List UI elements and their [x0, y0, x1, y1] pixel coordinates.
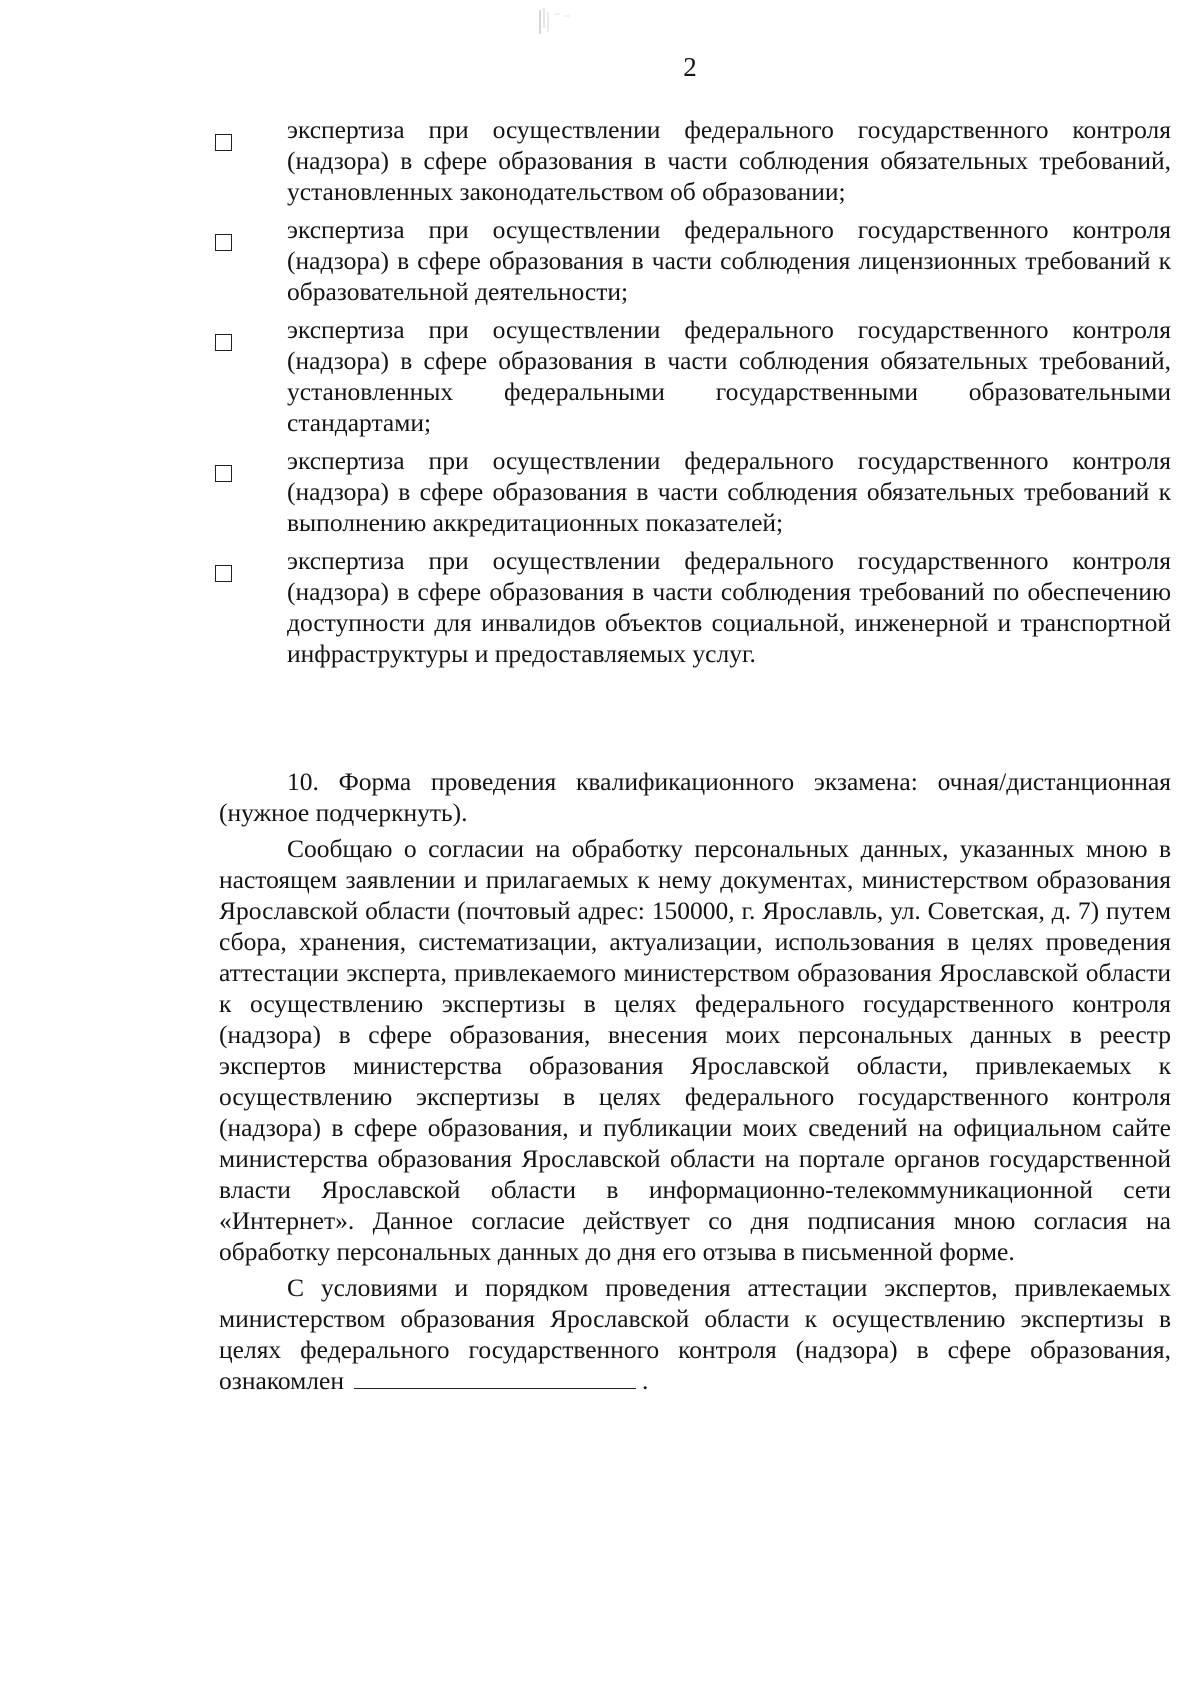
document-body	[219, 766, 1171, 1401]
acknowledgement-period: .	[641, 1366, 649, 1395]
checklist-item-text: экспертиза при осуществлении федерального государственного контроля (надзора) в сфере образования в части соблюдения лицензионных требований к образовательной деятельности;	[287, 215, 1171, 306]
acknowledgement-text: С условиями и порядком проведения аттестации экспертов, привлекаемых министерством образования Ярославской области к осуществлению экспертизы в целях федерального государственного контроля (надзора) в сфере образования, ознакомлен	[219, 1273, 1171, 1395]
scan-artifact-mark	[536, 6, 578, 36]
checkbox[interactable]	[215, 565, 232, 582]
signature-line[interactable]	[354, 1366, 636, 1389]
checklist-item-text: экспертиза при осуществлении федерального государственного контроля (надзора) в сфере образования в части соблюдения обязательных требований, установленных федеральными государственными образовательными стандартами;	[287, 315, 1171, 437]
checklist-item	[215, 545, 1171, 669]
checkbox[interactable]	[215, 234, 232, 251]
checklist-item	[215, 445, 1171, 538]
checklist-item	[215, 314, 1171, 438]
checklist-item	[215, 214, 1171, 307]
checkbox[interactable]	[215, 134, 232, 151]
acknowledgement-paragraph	[219, 1272, 1171, 1396]
checklist-item-text: экспертиза при осуществлении федерального государственного контроля (надзора) в сфере образования в части соблюдения обязательных требований к выполнению аккредитационных показателей;	[287, 446, 1171, 537]
exam-form-paragraph: 10. Форма проведения квалификационного экзамена: очная/дистанционная (нужное подчеркнуть).	[219, 767, 1171, 827]
checklist-item	[215, 114, 1171, 207]
checkbox[interactable]	[215, 334, 232, 351]
expertise-checklist	[215, 114, 1171, 676]
page-number: 2	[683, 52, 697, 82]
checklist-item-text: экспертиза при осуществлении федерального государственного контроля (надзора) в сфере образования в части соблюдения обязательных требований, установленных законодательством об образовании;	[287, 115, 1171, 206]
consent-paragraph: Сообщаю о согласии на обработку персональных данных, указанных мною в настоящем заявлении и прилагаемых к нему документах, министерством образования Ярославской области (почтовый адрес: 150000, г. Ярославль, ул. Советская, д. 7) путем сбора, хранения, систематизации, актуализации, использования в целях проведения аттестации эксперта, привлекаемого министерством образования Ярославской области к осуществлению экспертизы в целях федерального государственного контроля (надзора) в сфере образования, внесения моих персональных данных в реестр экспертов министерства образования Ярославской области, привлекаемых к осуществлению экспертизы в целях федерального государственного контроля (надзора) в сфере образования, и публикации моих сведений на официальном сайте министерства образования Ярославской области на портале органов государственной власти Ярославской области в информационно-телекоммуникационной сети «Интернет». Данное согласие действует со дня подписания мною согласия на обработку персональных данных до дня его отзыва в письменной форме.	[219, 834, 1171, 1266]
checkbox[interactable]	[215, 465, 232, 482]
checklist-item-text: экспертиза при осуществлении федерального государственного контроля (надзора) в сфере образования в части соблюдения требований по обеспечению доступности для инвалидов объектов социальной, инженерной и транспортной инфраструктуры и предоставляемых услуг.	[287, 546, 1171, 668]
